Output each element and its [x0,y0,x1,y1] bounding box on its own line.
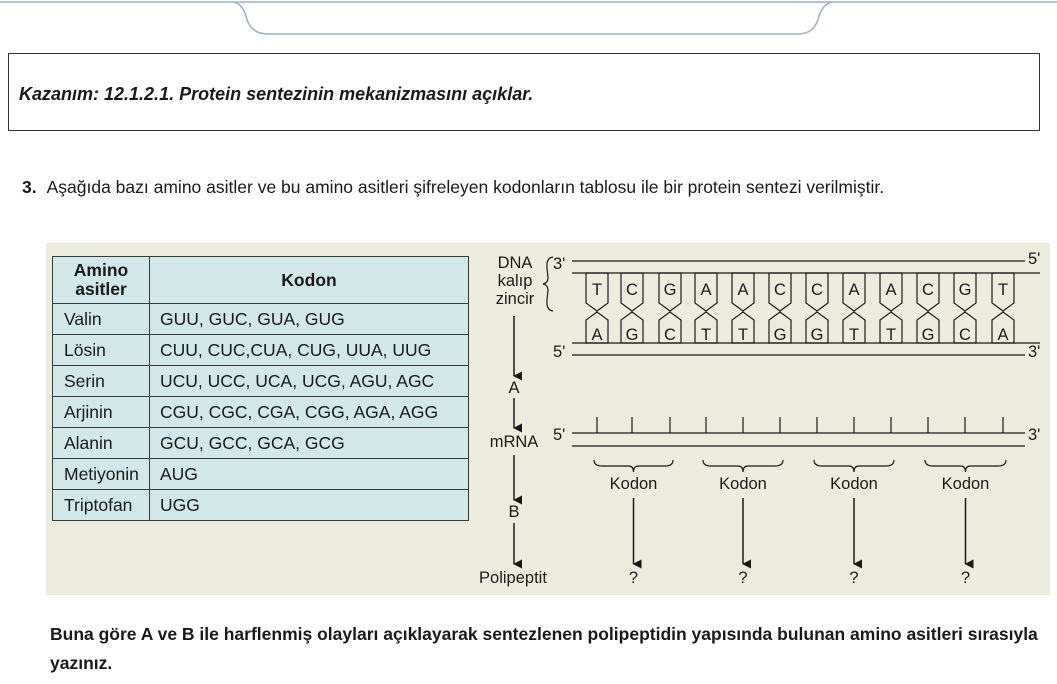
codon-brace [594,460,673,472]
complement-base: T [848,326,860,344]
header-amino-acids: Amino asitler [53,257,150,304]
complement-base: G [773,326,787,344]
complement-base: A [997,326,1009,344]
amino-acid-cell: Arjinin [53,397,150,428]
codon-cell: UGG [150,490,469,521]
codon-label: Kodon [609,475,658,493]
codon-cell: GUU, GUC, GUA, GUG [150,304,469,335]
amino-acid-cell: Triptofan [53,490,150,521]
complement-base: T [885,326,897,344]
codon-cell: UCU, UCC, UCA, UCG, AGU, AGC [150,366,469,397]
codon-label: Kodon [941,475,990,493]
codon-cell: AUG [150,459,469,490]
bottom-strand-5prime: 5' [553,343,566,361]
complement-base: G [921,326,935,344]
template-base: C [922,281,934,299]
template-base: C [774,281,786,299]
template-base: G [958,281,972,299]
polypeptide-label: Polipeptit [479,569,547,587]
mrna-3prime: 3' [1028,426,1041,444]
base-pair [769,273,791,344]
codon-cell: CGU, CGC, CGA, CGG, AGA, AGG [150,397,469,428]
learning-outcome-text: Kazanım: 12.1.2.1. Protein sentezinin mekanizmasını açıklar. [19,84,534,104]
base-pair [732,273,754,344]
amino-acid-cell: Serin [53,366,150,397]
mrna-ticks [597,417,1003,433]
template-brace [543,257,553,311]
base-pair [992,273,1014,344]
step-b-label: B [508,503,520,521]
base-pair [621,273,643,344]
header-codon: Kodon [150,257,469,304]
codon-label: Kodon [830,475,878,493]
unknown-amino-acid-mark: ? [738,569,748,587]
template-base: A [848,281,860,299]
template-base: C [626,281,638,299]
base-pair [954,273,976,344]
top-strand-5prime: 5' [1028,250,1041,268]
codon-cell: CUU, CUC,CUA, CUG, UUA, UUG [150,335,469,366]
template-base: T [591,281,603,299]
mrna-5prime: 5' [553,426,566,444]
codon-groups [594,460,1006,587]
amino-acid-cell: Lösin [53,335,150,366]
base-pair [917,273,939,344]
unknown-amino-acid-mark: ? [849,569,859,587]
complement-base: C [959,326,971,344]
question-text: Aşağıda bazı amino asitler ve bu amino asitleri şifreleyen kodonların tablosu ile bir protein sentezi verilmiştir. [46,177,885,197]
question-number: 3. [22,177,37,197]
codon-cell: GCU, GCC, GCA, GCG [150,428,469,459]
top-strand-3prime: 3' [553,255,566,273]
amino-acid-cell: Alanin [53,428,150,459]
base-pair [806,273,828,344]
dna-kalip-label: kalıp [497,272,533,290]
dna-zincir-label: zincir [495,290,535,308]
codon-group [925,460,1006,587]
mrna-label: mRNA [489,433,539,451]
codon-group [594,460,673,587]
codon-group [703,460,783,587]
final-question: Buna göre A ve B ile harflenmiş olayları açıklayarak sentezlenen polipeptidin yapısında bulunan amino asitleri sırasıyla yazınız. [50,624,1038,673]
complement-base: C [664,326,676,344]
template-base: T [997,281,1009,299]
template-base: A [737,281,749,299]
template-base: A [700,281,712,299]
codon-label: Kodon [719,475,767,493]
base-pair [586,273,608,344]
codon-brace [814,460,894,472]
amino-acid-cell: Valin [53,304,150,335]
complement-base: G [810,326,824,344]
unknown-amino-acid-mark: ? [628,569,639,587]
dna-label: DNA [497,254,533,272]
base-pair [659,273,681,344]
base-pair [843,273,865,344]
complement-base: G [625,326,639,344]
base-pairs [586,273,1014,344]
complement-base: T [737,326,749,344]
complement-base: A [591,326,603,344]
codon-brace [703,460,783,472]
amino-acid-cell: Metiyonin [53,459,150,490]
unknown-amino-acid-mark: ? [960,569,971,587]
base-pair [880,273,902,344]
template-base: C [811,281,823,299]
bottom-strand-3prime: 3' [1028,343,1041,361]
template-base: A [885,281,897,299]
complement-base: T [700,326,712,344]
template-base: G [663,281,677,299]
step-a-label: A [508,379,520,397]
codon-group [814,460,894,587]
codon-brace [925,460,1006,472]
base-pair [695,273,717,344]
